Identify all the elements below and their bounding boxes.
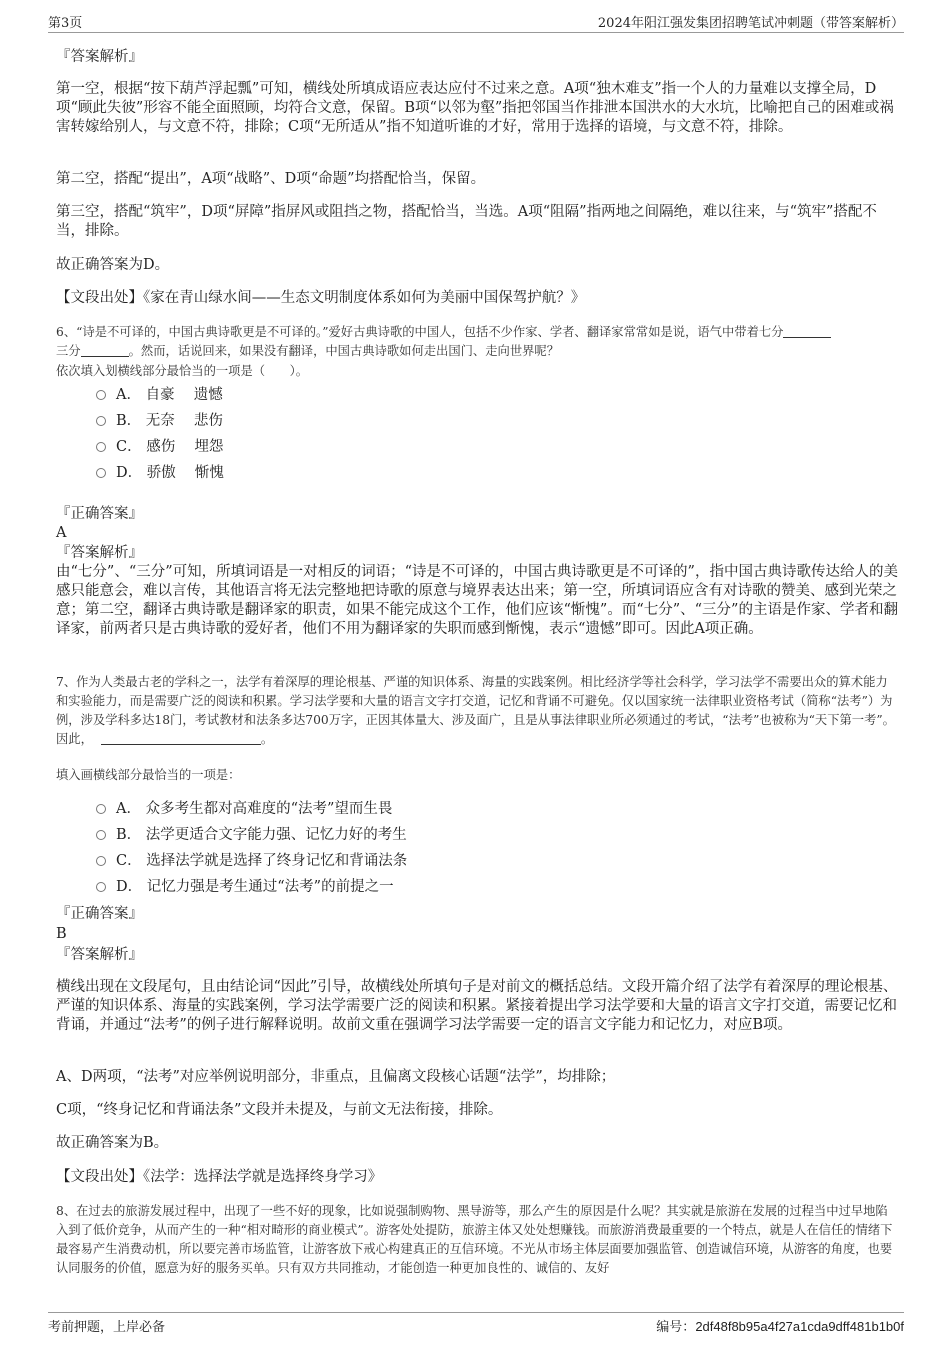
- q7-option-d[interactable]: D． 记忆力强是考生通过“法考”的前提之一: [96, 877, 394, 897]
- q6-option-c[interactable]: C． 感伤 埋怨: [96, 437, 223, 457]
- footer-slogan: 考前押题，上岸必备: [48, 1320, 166, 1335]
- q7-stem: 7、作为人类最古老的学科之一，法学有着深厚的理论根基、严谨的知识体系、海量的实践案例。相比经济学等社会科学，学习法学不需要出众的算术能力和实验能力，而是需要广泛的阅读和积累。学习法学要和大量的语言文字打交道，记忆和背诵不可避免。仅以国家统一法律职业资格考试（简称“法考”）为例，涉及学科多达18门，考试教材和法条多达700万字，正因其体量大、涉及面广，且是从事法律职业所必须通过的考试，“法考”也被称为“天下第一考”。因此， 。: [56, 675, 895, 746]
- radio-button-icon[interactable]: [96, 390, 106, 400]
- q7-analysis-label: 『答案解析』: [56, 947, 143, 963]
- q5-analysis-p3: 第三空，搭配“筑牢”，D项“屏障”指屏风或阻挡之物，搭配恰当，当选。A项“阻隔”指两地之间隔绝，难以往来，与“筑牢”搭配不当，排除。: [56, 204, 877, 239]
- radio-button-icon[interactable]: [96, 830, 106, 840]
- document-title: 2024年阳江强发集团招聘笔试冲刺题（带答案解析）: [597, 16, 904, 31]
- page-number: 第3页: [48, 16, 83, 31]
- q6-option-b[interactable]: B． 无奈 悲伤: [96, 411, 223, 431]
- q7-analysis-p2: A、D两项，“法考”对应举例说明部分，非重点，且偏离文段核心话题“法学”，均排除；: [56, 1069, 616, 1085]
- q7-option-b[interactable]: B． 法学更适合文字能力强、记忆力好的考生: [96, 825, 407, 845]
- radio-button-icon[interactable]: [96, 856, 106, 866]
- q7-source: 【文段出处】《法学：选择法学就是选择终身学习》: [56, 1169, 383, 1185]
- q7-analysis-p1: 横线出现在文段尾句，且由结论词“因此”引导，故横线处所填句子是对前文的概括总结。文段开篇介绍了法学有着深厚的理论根基、严谨的知识体系、海量的实践案例，学习法学需要广泛的阅读和积累。紧接着提出学习法学要和大量的语言文字打交道，需要记忆和背诵，并通过“法考”的例子进行解释说明。故前文重在强调学习法学需要一定的语言文字能力和记忆力，对应B项。: [56, 979, 898, 1033]
- radio-button-icon[interactable]: [96, 882, 106, 892]
- blank-line: [81, 355, 129, 357]
- q6-answer-label: 『正确答案』: [56, 506, 143, 522]
- q7-analysis-conclusion: 故正确答案为B。: [56, 1135, 169, 1151]
- q5-source: 【文段出处】《家在青山绿水间——生态文明制度体系如何为美丽中国保驾护航？》: [56, 290, 586, 306]
- q6-option-a[interactable]: A． 自豪 遗憾: [96, 385, 223, 405]
- page-footer: [48, 1312, 904, 1337]
- q6-analysis-label: 『答案解析』: [56, 545, 143, 561]
- q7-option-c[interactable]: C． 选择法学就是选择了终身记忆和背诵法条: [96, 851, 407, 871]
- q5-analysis-conclusion: 故正确答案为D。: [56, 257, 170, 273]
- q7-analysis-p3: C项，“终身记忆和背诵法条”文段并未提及，与前文无法衔接，排除。: [56, 1102, 503, 1118]
- q5-analysis-p2: 第二空，搭配“提出”，A项“战略”、D项“命题”均搭配恰当，保留。: [56, 171, 486, 187]
- q7-prompt: 填入画横线部分最恰当的一项是：: [56, 768, 241, 782]
- q6-option-d[interactable]: D． 骄傲 惭愧: [96, 463, 224, 483]
- q5-analysis-p1: 第一空，根据“按下葫芦浮起瓢”可知，横线处所填成语应表达应付不过来之意。A项“独木难支”指一个人的力量难以支撑全局，D项“顾此失彼”形容不能全面照顾，均符合文意，保留。B项“以邻为壑”指把邻国当作排泄本国洪水的大水坑，比喻把自己的困难或祸害转嫁给别人，与文意不符，排除；C项“无所适从”指不知道听谁的才好，常用于选择的语境，与文意不符，排除。: [56, 81, 894, 135]
- q6-stem: 6、“诗是不可译的，中国古典诗歌更是不可译的。”爱好古典诗歌的中国人，包括不少作家、学者、翻译家常常如是说，语气中带着七分 三分 。然而，话说回来，如果没有翻译，中国古典诗歌如何走出国门、走向世界呢？: [56, 323, 898, 361]
- radio-button-icon[interactable]: [96, 442, 106, 452]
- q7-answer-label: 『正确答案』: [56, 906, 143, 922]
- q6-analysis: 由“七分”、“三分”可知，所填词语是一对相反的词语；“诗是不可译的，中国古典诗歌更是不可译的”，指中国古典诗歌传达给人的美感只能意会，难以言传，其他语言将无法完整地把诗歌的原意与境界表达出来；第一空，所填词语应含有对诗歌的赞美、感到光荣之意；第二空，翻译古典诗歌是翻译家的职责，如果不能完成这个工作，他们应该“惭愧”。而“七分”、“三分”的主语是作家、学者和翻译家，前两者只是古典诗歌的爱好者，他们不用为翻译家的失职而感到惭愧，表示“遗憾”即可。因此A项正确。: [56, 564, 898, 637]
- blank-line: [101, 743, 261, 745]
- radio-button-icon[interactable]: [96, 804, 106, 814]
- q6-answer: A: [56, 525, 67, 541]
- footer-code: 编号：2df48f8b95a4f27a1cda9dff481b1b0f: [656, 1319, 904, 1335]
- blank-line: [783, 336, 831, 338]
- q7-option-a[interactable]: A． 众多考生都对高难度的“法考”望而生畏: [96, 799, 392, 819]
- q6-prompt: 依次填入划横线部分最恰当的一项是（ ）。: [56, 364, 309, 378]
- radio-button-icon[interactable]: [96, 416, 106, 426]
- q5-analysis-label: 『答案解析』: [56, 49, 143, 65]
- q8-stem: 8、在过去的旅游发展过程中，出现了一些不好的现象，比如说强制购物、黑导游等，那么产生的原因是什么呢？其实就是旅游在发展的过程当中过早地陷入到了低价竞争，从而产生的一种“相对畸形的商业模式”。游客处处提防，旅游主体又处处想赚钱。而旅游消费最重要的一个特点，就是人在信任的情绪下最容易产生消费动机，所以要完善市场监管，让游客放下戒心构建真正的互信环境。不光从市场主体层面要加强监管、创造诚信环境，从游客的角度，也要认同服务的价值，愿意为好的服务买单。只有双方共同推动，才能创造一种更加良性的、诚信的、友好: [56, 1204, 893, 1275]
- q7-answer: B: [56, 926, 67, 942]
- radio-button-icon[interactable]: [96, 468, 106, 478]
- page-header: [48, 10, 904, 33]
